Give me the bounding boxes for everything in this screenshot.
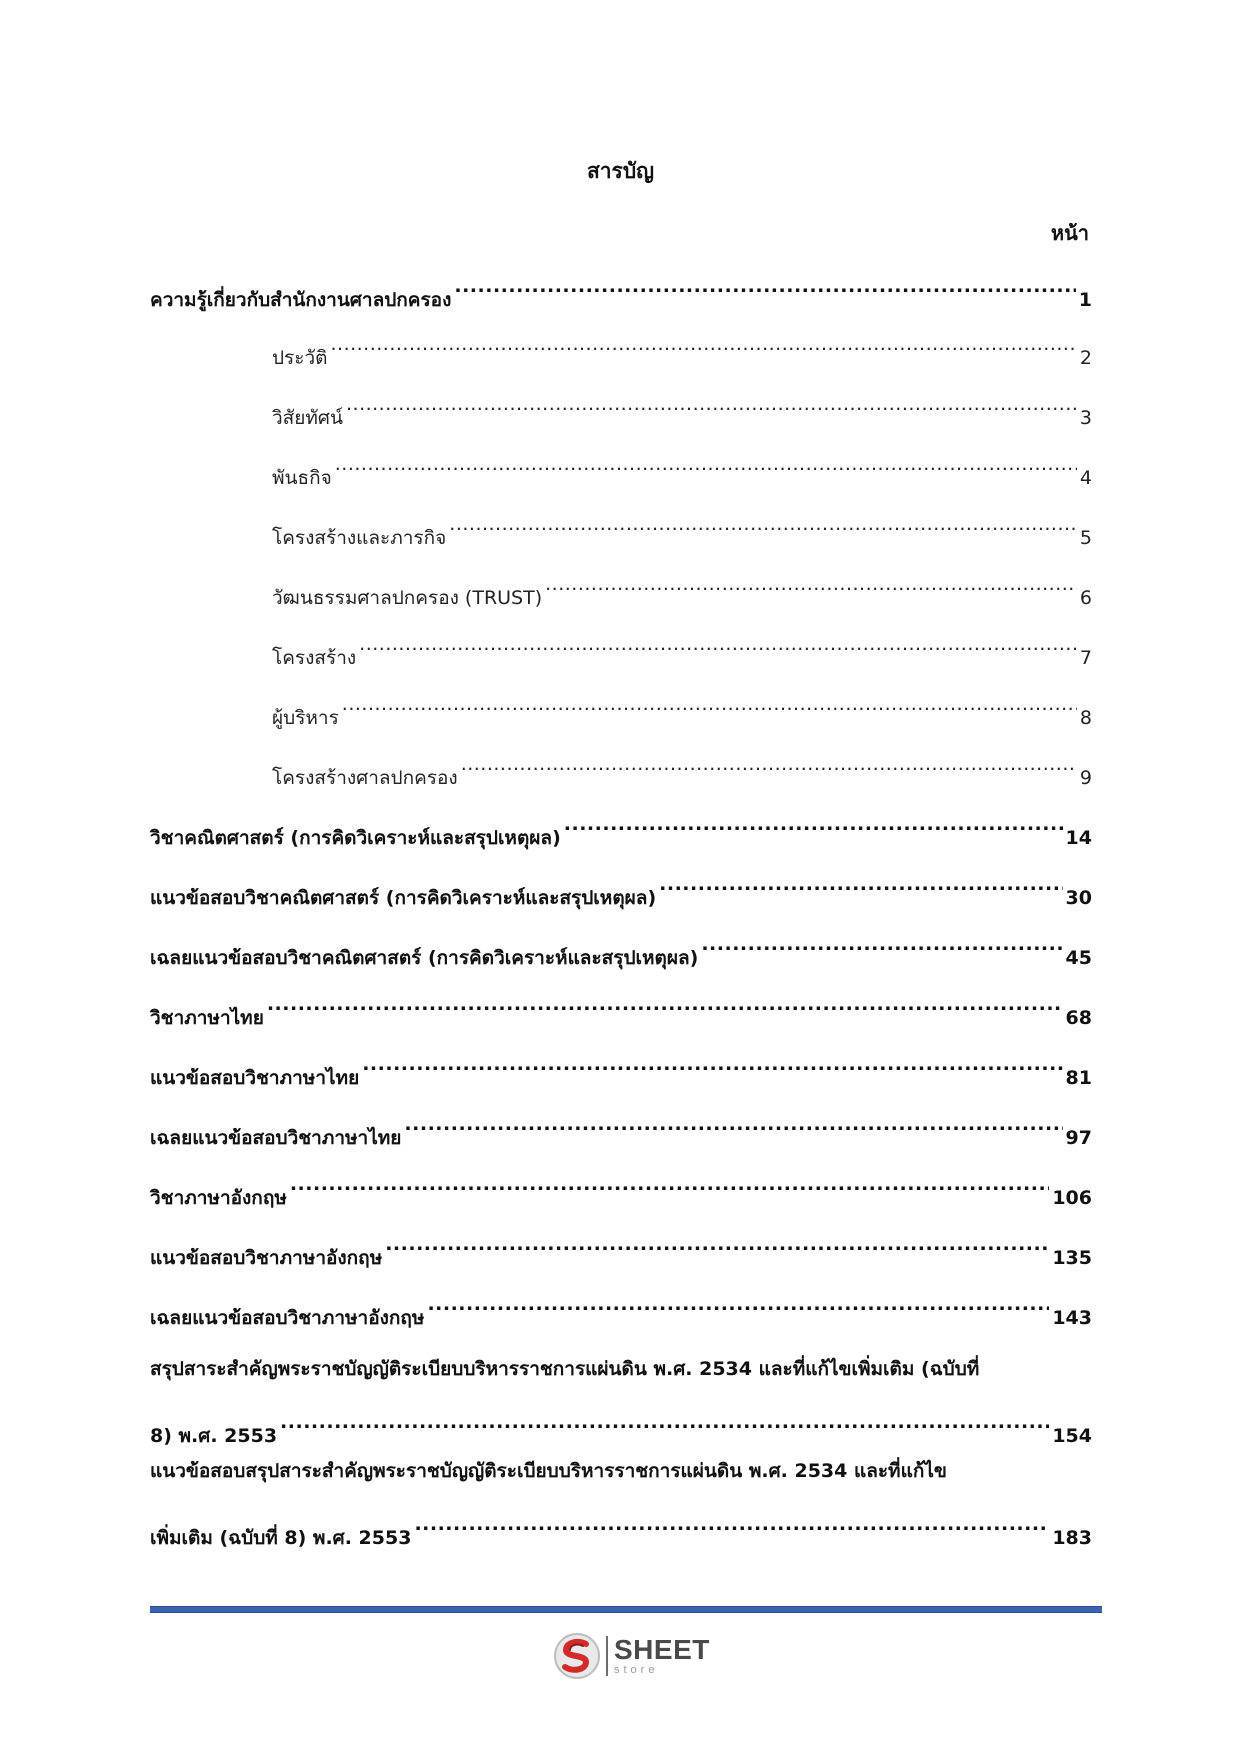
sheet-store-logo: [552, 1630, 710, 1682]
toc-entry[interactable]: [150, 1174, 1092, 1213]
toc-entry-page: 4: [1079, 467, 1092, 489]
logo-subtext: store: [614, 1664, 659, 1676]
page-title: สารบัญ: [586, 159, 655, 183]
toc-entry-page: 45: [1065, 947, 1092, 969]
page-column-label: หน้า: [1050, 221, 1089, 245]
toc-entry-page: 6: [1079, 587, 1092, 609]
toc-subentry[interactable]: [272, 574, 1092, 613]
toc-entry-page: 135: [1052, 1247, 1092, 1269]
dot-leader: [290, 1174, 1049, 1204]
toc-entry[interactable]: [150, 934, 1092, 973]
sheet-store-s-icon: [552, 1631, 602, 1681]
dot-leader: [362, 1054, 1062, 1084]
toc-entry-title: ประวัติ: [272, 347, 328, 369]
dot-leader: [404, 1114, 1062, 1144]
toc-entry-title-line2: 8) พ.ศ. 2553: [150, 1425, 278, 1447]
dot-leader: [267, 994, 1063, 1024]
dot-leader: [545, 574, 1077, 604]
dot-leader: [564, 814, 1063, 844]
toc-entry-title-line1: สรุปสาระสำคัญพระราชบัญญัติระเบียบบริหารราชการแผ่นดิน พ.ศ. 2534 และที่แก้ไขเพิ่มเติม (ฉบับที่: [150, 1358, 980, 1380]
dot-leader: [346, 394, 1077, 424]
dot-leader: [414, 1514, 1049, 1544]
toc-entry-multiline[interactable]: [150, 1354, 1092, 1451]
toc-entry-title: แนวข้อสอบวิชาภาษาไทย: [150, 1067, 360, 1089]
toc-entry[interactable]: [150, 276, 1092, 315]
logo-wordmark: SHEET: [614, 1634, 710, 1665]
toc-subentry[interactable]: [272, 634, 1092, 673]
toc-entry[interactable]: [150, 1114, 1092, 1153]
toc-entry[interactable]: [150, 1294, 1092, 1333]
toc-entry-multiline[interactable]: [150, 1456, 1092, 1553]
toc-entry-page: 5: [1079, 527, 1092, 549]
dot-leader: [359, 634, 1077, 664]
toc-entry-title: วิชาคณิตศาสตร์ (การคิดวิเคราะห์และสรุปเหตุผล): [150, 827, 561, 849]
toc-entry-page: 7: [1079, 647, 1092, 669]
toc-entry[interactable]: [150, 1234, 1092, 1273]
toc-entry-page: 3: [1079, 407, 1092, 429]
dot-leader: [335, 454, 1077, 484]
dot-leader: [701, 934, 1062, 964]
dot-leader: [454, 276, 1075, 306]
footer-rule: [150, 1606, 1102, 1613]
dot-leader: [659, 874, 1062, 904]
toc-subentry[interactable]: [272, 394, 1092, 433]
toc-entry-page: 1: [1078, 289, 1092, 311]
toc-entry-title: วัฒนธรรมศาลปกครอง (TRUST): [272, 587, 543, 609]
toc-subentry[interactable]: [272, 514, 1092, 553]
toc-subentry[interactable]: [272, 754, 1092, 793]
toc-entry-title: วิชาภาษาอังกฤษ: [150, 1187, 287, 1209]
toc-entry-title: เฉลยแนวข้อสอบวิชาภาษาไทย: [150, 1127, 402, 1149]
toc-entry-title: ผู้บริหาร: [272, 707, 339, 729]
toc-entry-page: 68: [1065, 1007, 1092, 1029]
toc-entry-page: 2: [1079, 347, 1092, 369]
toc-entry-page: 106: [1052, 1187, 1092, 1209]
toc-entry-title: พันธกิจ: [272, 467, 332, 489]
toc-entry-page: 81: [1065, 1067, 1092, 1089]
toc-entry-title-line2: เพิ่มเติม (ฉบับที่ 8) พ.ศ. 2553: [150, 1527, 412, 1549]
dot-leader: [280, 1412, 1049, 1442]
dot-leader: [461, 754, 1077, 784]
dot-leader: [449, 514, 1077, 544]
toc-entry[interactable]: [150, 994, 1092, 1033]
toc-entry-title-line1: แนวข้อสอบสรุปสาระสำคัญพระราชบัญญัติระเบียบบริหารราชการแผ่นดิน พ.ศ. 2534 และที่แก้ไข: [150, 1460, 947, 1482]
toc-entry-title: โครงสร้างศาลปกครอง: [272, 767, 458, 789]
toc-entry-title: แนวข้อสอบวิชาคณิตศาสตร์ (การคิดวิเคราะห์และสรุปเหตุผล): [150, 887, 657, 909]
dot-leader: [342, 694, 1077, 724]
toc-entry-page: 154: [1052, 1425, 1092, 1447]
toc-entry-title: เฉลยแนวข้อสอบวิชาคณิตศาสตร์ (การคิดวิเคราะห์และสรุปเหตุผล): [150, 947, 699, 969]
toc-subentry[interactable]: [272, 694, 1092, 733]
toc-entry-page: 14: [1065, 827, 1092, 849]
toc-entry-page: 9: [1079, 767, 1092, 789]
toc-entry-page: 143: [1052, 1307, 1092, 1329]
toc-entry-title: ความรู้เกี่ยวกับสำนักงานศาลปกครอง: [150, 289, 452, 311]
toc-entry-page: 30: [1065, 887, 1092, 909]
toc-entry[interactable]: [150, 1054, 1092, 1093]
toc-subentry[interactable]: [272, 454, 1092, 493]
toc-entry-title: เฉลยแนวข้อสอบวิชาภาษาอังกฤษ: [150, 1307, 425, 1329]
toc-entry-page: 183: [1052, 1527, 1092, 1549]
dot-leader: [330, 334, 1076, 364]
toc-entry-page: 97: [1065, 1127, 1092, 1149]
toc-subentry[interactable]: [272, 334, 1092, 373]
dot-leader: [385, 1234, 1049, 1264]
dot-leader: [427, 1294, 1049, 1324]
toc-entry-title: โครงสร้าง: [272, 647, 357, 669]
toc-entry-title: แนวข้อสอบวิชาภาษาอังกฤษ: [150, 1247, 383, 1269]
toc-entry[interactable]: [150, 814, 1092, 853]
toc-entry-title: วิสัยทัศน์: [272, 407, 343, 429]
toc-entry[interactable]: [150, 874, 1092, 913]
toc-entry-page: 8: [1079, 707, 1092, 729]
toc-entry-title: วิชาภาษาไทย: [150, 1007, 264, 1029]
toc-entry-title: โครงสร้างและภารกิจ: [272, 527, 447, 549]
logo-divider: [606, 1636, 608, 1676]
